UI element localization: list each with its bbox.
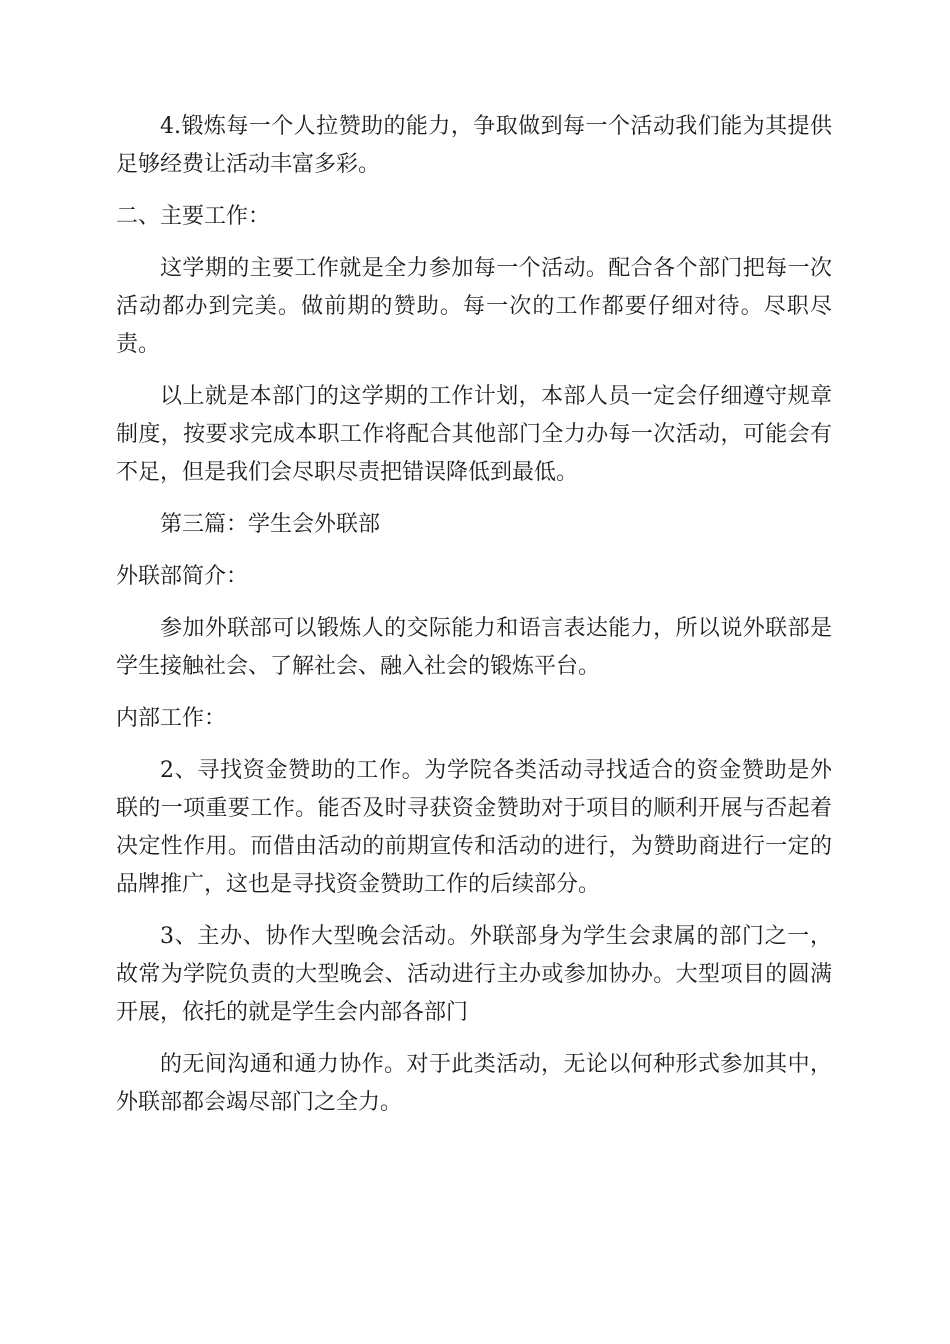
heading-main-work: 二、主要工作： — [116, 204, 271, 229]
paragraph-summary: 以上就是本部门的这学期的工作计划，本部人员一定会仔细遵守规章制度，按要求完成本职工作将配合其他部门全力办每一次活动，可能会有不足，但是我们会尽职尽责把错误降低到最低。 — [116, 384, 832, 485]
paragraph-goal-4: 4.锻炼每一个人拉赞助的能力，争取做到每一个活动我们能为其提供足够经费让活动丰富多彩。 — [116, 114, 832, 177]
paragraph-cooperation: 的无间沟通和通力协作。对于此类活动，无论以何种形式参加其中，外联部都会竭尽部门之全力。 — [116, 1052, 832, 1115]
paragraph-sponsorship: 2、寻找资金赞助的工作。为学院各类活动寻找适合的资金赞助是外联的一项重要工作。能否及时寻获资金赞助对于项目的顺利开展与否起着决定性作用。而借由活动的前期宣传和活动的进行，为赞助商进行一定的品牌推广，这也是寻找资金赞助工作的后续部分。 — [116, 758, 832, 897]
paragraph-intro: 参加外联部可以锻炼人的交际能力和语言表达能力，所以说外联部是学生接触社会、了解社会、融入社会的锻炼平台。 — [116, 616, 832, 679]
heading-internal-work: 内部工作： — [116, 706, 227, 731]
paragraph-main-work: 这学期的主要工作就是全力参加每一个活动。配合各个部门把每一次活动都办到完美。做前期的赞助。每一次的工作都要仔细对待。尽职尽责。 — [116, 256, 832, 357]
paragraph-events: 3、主办、协作大型晚会活动。外联部身为学生会隶属的部门之一，故常为学院负责的大型晚会、活动进行主办或参加协办。大型项目的圆满开展，依托的就是学生会内部各部门 — [116, 924, 832, 1025]
document-body — [116, 108, 832, 1136]
heading-intro: 外联部简介： — [116, 564, 249, 589]
heading-part-three: 第三篇：学生会外联部 — [160, 512, 381, 537]
